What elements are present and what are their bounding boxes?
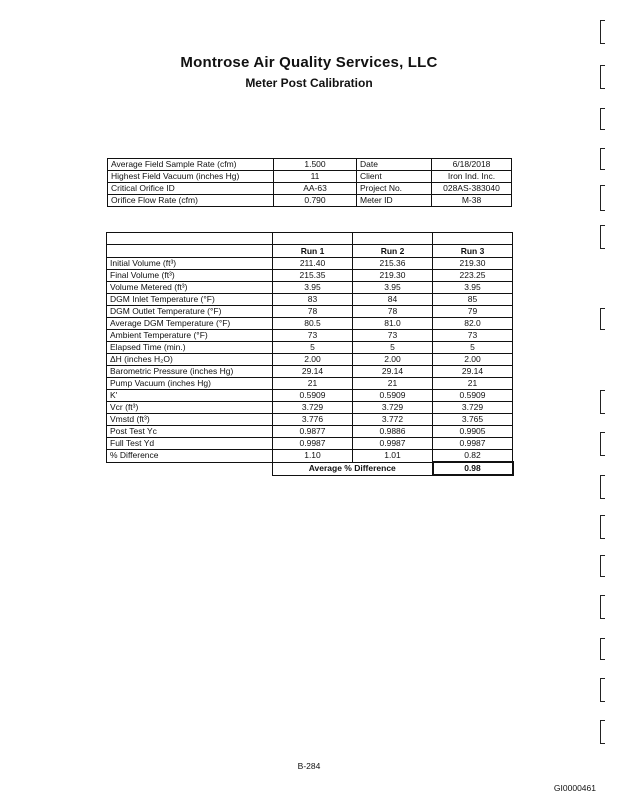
run-value: 1.10 [273, 450, 353, 463]
calibration-runs-table [106, 232, 514, 476]
runs-data-row [107, 294, 513, 306]
run-value: 223.25 [433, 270, 513, 282]
run-value: 3.776 [273, 414, 353, 426]
run-value: 3.95 [353, 282, 433, 294]
run-value: 215.36 [353, 258, 433, 270]
runs-data-row [107, 258, 513, 270]
run-value: 0.5909 [353, 390, 433, 402]
run-value: 78 [353, 306, 433, 318]
run-value: 3.729 [353, 402, 433, 414]
run-value: 0.5909 [433, 390, 513, 402]
runs-data-row [107, 342, 513, 354]
run-value: 3.95 [273, 282, 353, 294]
run-value: 73 [433, 330, 513, 342]
run-value: 0.82 [433, 450, 513, 463]
run-value: 78 [273, 306, 353, 318]
runs-header-row [107, 245, 513, 258]
info-label-2: Meter ID [357, 195, 432, 207]
document-id: GI0000461 [553, 783, 596, 793]
run-value: 0.9886 [353, 426, 433, 438]
parameter-label: ΔH (inches H₂O) [107, 354, 273, 366]
run-value: 211.40 [273, 258, 353, 270]
runs-data-row [107, 282, 513, 294]
run-value: 29.14 [273, 366, 353, 378]
run-value: 21 [353, 378, 433, 390]
run-value: 81.0 [353, 318, 433, 330]
info-value: 11 [274, 171, 357, 183]
run-value: 3.729 [433, 402, 513, 414]
runs-data-row [107, 402, 513, 414]
header-empty-cell [107, 245, 273, 258]
run-value: 2.00 [433, 354, 513, 366]
info-label: Average Field Sample Rate (cfm) [108, 159, 274, 171]
runs-data-row [107, 306, 513, 318]
parameter-label: Vmstd (ft³) [107, 414, 273, 426]
run-value: 5 [433, 342, 513, 354]
blank-cell [107, 233, 273, 245]
run-value: 3.772 [353, 414, 433, 426]
run-value: 219.30 [433, 258, 513, 270]
runs-data-row [107, 270, 513, 282]
run-value: 0.9877 [273, 426, 353, 438]
parameter-label: Full Test Yd [107, 438, 273, 450]
info-label: Critical Orifice ID [108, 183, 274, 195]
parameter-label: Volume Metered (ft³) [107, 282, 273, 294]
page-number: B-284 [297, 761, 321, 771]
info-value-2: 028AS-383040 [432, 183, 512, 195]
document-title: Montrose Air Quality Services, LLC [180, 54, 438, 71]
run-value: 80.5 [273, 318, 353, 330]
average-row [107, 462, 513, 475]
parameter-label: Barometric Pressure (inches Hg) [107, 366, 273, 378]
parameter-label: Average DGM Temperature (°F) [107, 318, 273, 330]
blank-cell [353, 233, 433, 245]
info-value-2: M-38 [432, 195, 512, 207]
run-value: 21 [433, 378, 513, 390]
info-label-2: Client [357, 171, 432, 183]
runs-data-row [107, 318, 513, 330]
parameter-label: Vcr (ft³) [107, 402, 273, 414]
runs-data-row [107, 354, 513, 366]
parameter-label: Pump Vacuum (inches Hg) [107, 378, 273, 390]
info-label-2: Project No. [357, 183, 432, 195]
parameter-label: Final Volume (ft³) [107, 270, 273, 282]
average-difference-label: Average % Difference [273, 462, 433, 475]
info-value-2: 6/18/2018 [432, 159, 512, 171]
info-row [108, 171, 512, 183]
run-value: 84 [353, 294, 433, 306]
runs-data-row [107, 390, 513, 402]
run-value: 215.35 [273, 270, 353, 282]
document-subtitle: Meter Post Calibration [245, 76, 373, 90]
run-value: 219.30 [353, 270, 433, 282]
parameter-label: % Difference [107, 450, 273, 463]
parameter-label: DGM Outlet Temperature (°F) [107, 306, 273, 318]
run-value: 1.01 [353, 450, 433, 463]
parameter-label: Post Test Yc [107, 426, 273, 438]
run-value: 3.95 [433, 282, 513, 294]
run-value: 29.14 [353, 366, 433, 378]
parameter-label: Elapsed Time (min.) [107, 342, 273, 354]
calibration-info-table [107, 158, 512, 207]
info-label-2: Date [357, 159, 432, 171]
info-value-2: Iron Ind. Inc. [432, 171, 512, 183]
run-value: 21 [273, 378, 353, 390]
run-header: Run 2 [353, 245, 433, 258]
runs-data-row [107, 330, 513, 342]
info-value: 0.790 [274, 195, 357, 207]
info-label: Orifice Flow Rate (cfm) [108, 195, 274, 207]
runs-data-row [107, 414, 513, 426]
info-value: 1.500 [274, 159, 357, 171]
run-header: Run 1 [273, 245, 353, 258]
run-value: 2.00 [273, 354, 353, 366]
parameter-label: DGM Inlet Temperature (°F) [107, 294, 273, 306]
run-value: 0.9987 [273, 438, 353, 450]
blank-cell [273, 233, 353, 245]
scan-edge-marks [600, 20, 610, 780]
runs-data-row [107, 366, 513, 378]
run-value: 82.0 [433, 318, 513, 330]
runs-data-row [107, 438, 513, 450]
run-value: 79 [433, 306, 513, 318]
run-value: 73 [353, 330, 433, 342]
blank-cell [433, 233, 513, 245]
run-value: 85 [433, 294, 513, 306]
info-value: AA-63 [274, 183, 357, 195]
runs-data-row [107, 426, 513, 438]
run-value: 0.9905 [433, 426, 513, 438]
parameter-label: K' [107, 390, 273, 402]
run-value: 3.729 [273, 402, 353, 414]
average-empty-cell [107, 462, 273, 475]
runs-data-row [107, 378, 513, 390]
run-value: 73 [273, 330, 353, 342]
run-value: 29.14 [433, 366, 513, 378]
info-row [108, 159, 512, 171]
parameter-label: Ambient Temperature (°F) [107, 330, 273, 342]
run-value: 83 [273, 294, 353, 306]
run-value: 2.00 [353, 354, 433, 366]
info-row [108, 183, 512, 195]
info-label: Highest Field Vacuum (inches Hg) [108, 171, 274, 183]
run-value: 0.9987 [433, 438, 513, 450]
run-value: 5 [273, 342, 353, 354]
parameter-label: Initial Volume (ft³) [107, 258, 273, 270]
info-row [108, 195, 512, 207]
run-header: Run 3 [433, 245, 513, 258]
run-value: 5 [353, 342, 433, 354]
runs-data-row [107, 450, 513, 463]
run-value: 0.9987 [353, 438, 433, 450]
average-difference-value: 0.98 [433, 462, 513, 475]
run-value: 3.765 [433, 414, 513, 426]
run-value: 0.5909 [273, 390, 353, 402]
runs-blank-row [107, 233, 513, 245]
